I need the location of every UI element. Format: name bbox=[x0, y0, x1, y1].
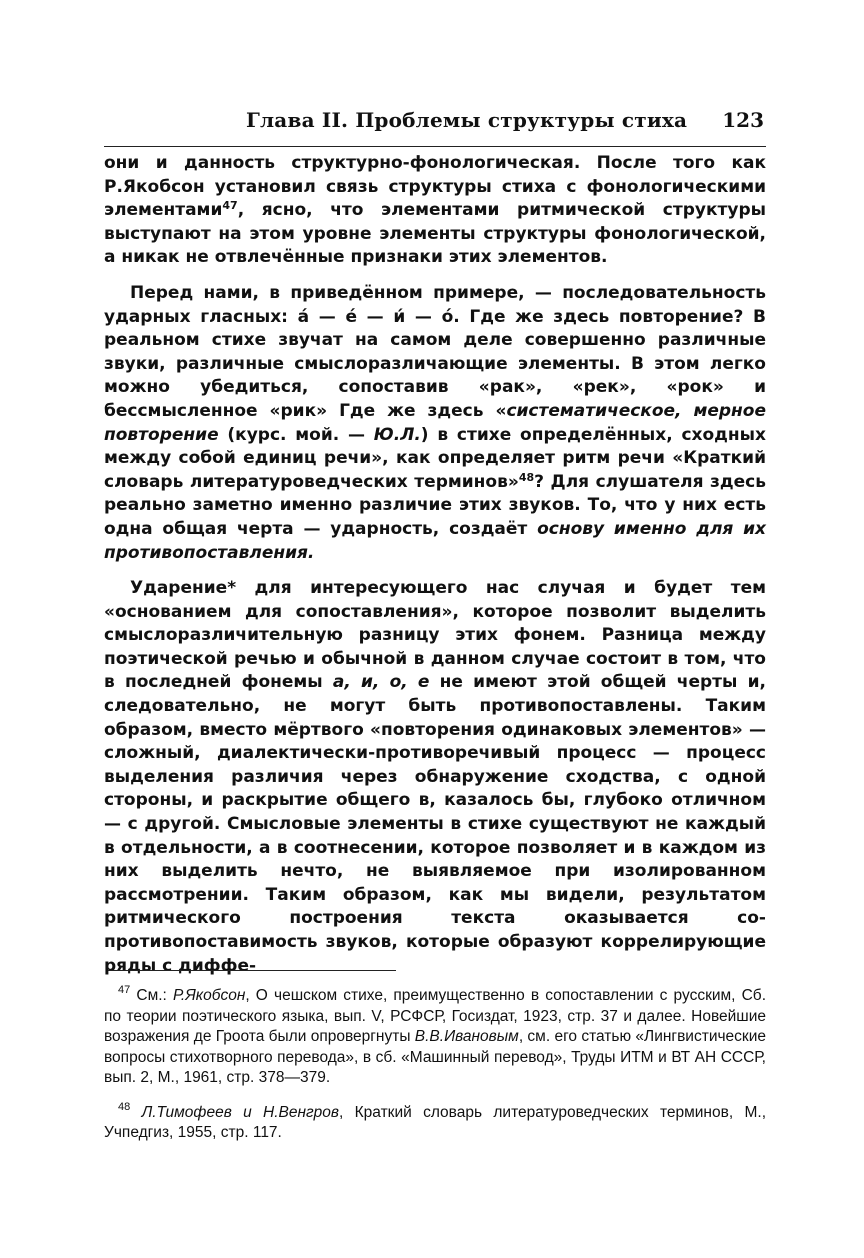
text-span: (курс. мой. — bbox=[218, 424, 374, 445]
italic-span: Ю.Л. bbox=[373, 424, 421, 445]
text-span: Ударение* для интересующего нас случая и будет тем «основанием для сопоставления», которое позволит выделить смыслоразличительную разницу этих фонем. Разница между поэтической речью и обычной в данном случае состоит в том, что в последней фонемы bbox=[104, 578, 766, 693]
text-span: не имеют этой общей черты и, следовательно, не могут быть противопоставлены. Таким образом, вместо мёртвого «повторения одинаковых элементов» — сложный, диалектически-противоречивый процесс — процесс выделения различия через обнаружение сходства, с одной стороны, и раскрытие общего в, казалось бы, глубоко отличном — с другой. Смысловые элементы в стихе существуют не каждый в отдельности, а в соотнесении, которое позволяет и в каждом из них выделить нечто, не выявляемое при изолированном рассмотрении. Таким образом, как мы видели, результатом ритмического построения текста оказывается со-противопоставимость звуков, которые образуют коррелирующие ряды с диффе- bbox=[104, 672, 766, 976]
italic-span: а, и, о, е bbox=[332, 672, 430, 693]
page-number: 123 bbox=[722, 108, 764, 132]
text-span bbox=[130, 1104, 141, 1121]
footnote-48 bbox=[104, 1100, 766, 1144]
italic-span: Р.Якобсон bbox=[173, 987, 246, 1004]
italic-span: Л.Тимофеев и Н.Венгров bbox=[141, 1103, 340, 1121]
italic-span: основу именно для их противопоставления. bbox=[104, 518, 766, 563]
text-span: ? Для слушателя здесь реально заметно именно различие этих звуков. То, что у них есть одна общая черта — ударность, создаёт bbox=[104, 471, 766, 539]
text-span: , Краткий словарь литературоведческих терминов, М., Учпедгиз, 1955, стр. 117. bbox=[104, 1103, 766, 1141]
text-span: , ясно, что элементами ритмической структуры выступают на этом уровне элементы структуры фонологической, а никак не отвлечённые признаки этих элементов. bbox=[104, 200, 766, 268]
paragraph-2 bbox=[104, 282, 766, 565]
footnote-ref: 48 bbox=[118, 1100, 131, 1113]
footnote-47 bbox=[104, 986, 766, 1089]
text-span: , О чешском стихе, преимущественно в сопоставлении с русским, Сб. по теории поэтического языка, вып. V, РСФСР, Госиздат, 1923, стр. 37 и далее. Новейшие возражения де Гроота были опровергнуты bbox=[104, 987, 766, 1045]
italic-span: систематическое, мерное повторение bbox=[104, 400, 767, 445]
footnote-ref: 47 bbox=[222, 199, 238, 213]
italic-span: В.В.Ивановым bbox=[414, 1028, 519, 1045]
paragraph-1 bbox=[104, 152, 766, 270]
text-span: ) в стихе определённых, сходных между собой единиц речи», как определяет ритм речи «Краткий словарь литературоведческих терминов» bbox=[104, 424, 766, 492]
chapter-title: Глава II. Проблемы структуры стиха bbox=[246, 108, 688, 132]
footnote-ref: 48 bbox=[518, 470, 535, 484]
paragraph-3 bbox=[104, 577, 766, 978]
footnotes bbox=[104, 986, 766, 1144]
running-header bbox=[108, 108, 764, 138]
text-span: , см. его статью «Лингвистические вопросы стихотворного перевода», в сб. «Машинный перевод», Труды ИТМ и ВТ АН СССР, вып. 2, М., 1961, стр. 378—379. bbox=[104, 1028, 766, 1086]
text-span: См.: bbox=[130, 987, 173, 1004]
main-text bbox=[104, 152, 766, 978]
footnote-ref: 47 bbox=[118, 984, 131, 996]
footnote-rule bbox=[108, 970, 396, 971]
text-span: Перед нами, в приведённом примере, — последовательность ударных гласных: á — é — и́ — ó. Где же здесь повторение? В реальном стихе звучат на самом деле совершенно различные звуки, различные смыслоразличающие элементы. В этом легко можно убедиться, сопоставив «рак», «рек», «рок» и бессмысленное «рик» Где же здесь « bbox=[104, 282, 766, 421]
text-span: они и данность структурно-фонологическая. После того как Р.Якобсон установил связь структуры стиха с фонологическими элементами bbox=[104, 153, 766, 221]
header-rule bbox=[104, 146, 766, 147]
